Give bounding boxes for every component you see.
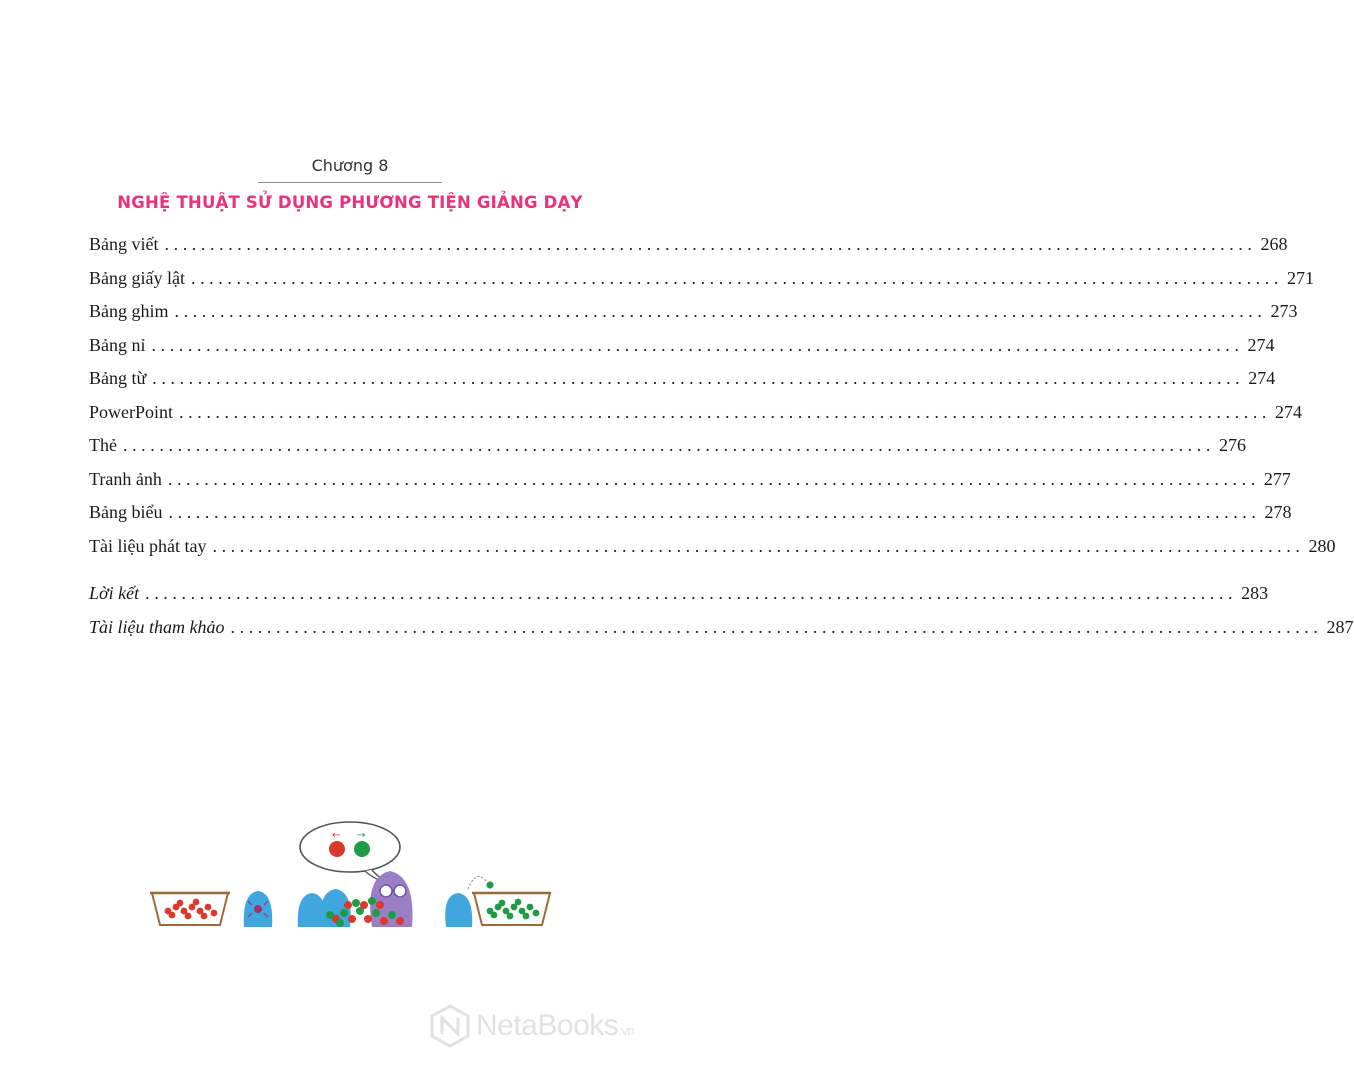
toc-entry-title: Bảng ghim	[89, 301, 169, 321]
toc-entry-title: Bảng viết	[89, 234, 159, 254]
toc-entry-page: 276	[1218, 435, 1246, 455]
blue-blob-small	[244, 891, 272, 927]
toc-entry-title: Lời kết	[89, 583, 140, 603]
toc-entry-title: PowerPoint	[89, 401, 174, 422]
netabooks-logo-icon	[430, 1004, 470, 1048]
dot-leader: ........................................................................................................................	[167, 468, 1260, 489]
toc-row[interactable]	[89, 468, 1291, 503]
dot-leader: ........................................................................................................................	[174, 301, 1267, 321]
toc-entry-title: Bảng từ	[89, 368, 147, 388]
dot-leader: ........................................................................................................................	[151, 334, 1244, 355]
toc-entry-title: Tài liệu phát tay	[89, 535, 207, 556]
toc-entry-page: 283	[1241, 583, 1269, 603]
toc-entry-page: 271	[1286, 267, 1314, 288]
toc-entry-page: 274	[1247, 334, 1275, 355]
thought-bubble	[300, 822, 400, 881]
dot-leader: ........................................................................................................................	[145, 583, 1238, 603]
toc-row[interactable]	[89, 267, 1314, 302]
toc-entry-title: Tranh ảnh	[89, 468, 162, 489]
toc-entry-page: 274	[1275, 401, 1303, 422]
toc-entry-title: Thẻ	[89, 435, 117, 455]
toc-row[interactable]	[89, 583, 1269, 617]
watermark-brand: NetaBooks.vn	[476, 1009, 635, 1042]
dot-leader: ........................................................................................................................	[179, 401, 1272, 422]
dot-leader: ........................................................................................................................	[152, 368, 1245, 388]
toc-entry-page: 287	[1326, 616, 1354, 637]
chapter-rule	[258, 182, 442, 183]
section-gap	[89, 569, 599, 583]
toc-entry-page: 274	[1248, 368, 1276, 388]
dot-leader: ........................................................................................................................	[230, 616, 1323, 637]
toc-entry-title: Bảng giấy lật	[89, 267, 185, 288]
toc-row[interactable]	[89, 234, 1288, 268]
right-basket	[472, 893, 550, 925]
toc-row[interactable]	[89, 535, 1336, 570]
toc-entry-title: Bảng biểu	[89, 502, 163, 522]
red-ball-icon	[329, 841, 345, 857]
left-basket	[150, 893, 230, 925]
toc-entry-page: 280	[1308, 535, 1336, 556]
toc-entry-page: 273	[1270, 301, 1298, 321]
green-ball-icon	[354, 841, 370, 857]
svg-text:←: ←	[332, 830, 341, 841]
toc-row[interactable]	[89, 502, 1292, 536]
toc-row[interactable]	[89, 401, 1303, 436]
dot-leader: ........................................................................................................................	[212, 535, 1305, 556]
toc-entry-title: Tài liệu tham khảo	[89, 616, 225, 637]
table-of-contents	[89, 234, 1354, 650]
toc-row[interactable]	[89, 334, 1275, 369]
toc-row[interactable]	[89, 368, 1276, 402]
svg-text:→: →	[357, 830, 366, 841]
toc-entry-page: 268	[1260, 234, 1288, 254]
toc-entry-page: 277	[1263, 468, 1291, 489]
dot-leader: ........................................................................................................................	[168, 502, 1261, 522]
toc-row[interactable]	[89, 616, 1354, 651]
toc-row[interactable]	[89, 301, 1298, 335]
sorting-balls-illustration	[150, 815, 550, 935]
dot-leader: ........................................................................................................................	[122, 435, 1215, 455]
chapter-label: Chương 8	[311, 156, 389, 175]
toc-row[interactable]	[89, 435, 1246, 469]
watermark	[430, 1004, 634, 1048]
dot-leader: ........................................................................................................................	[190, 267, 1283, 288]
toc-entry-page: 278	[1264, 502, 1292, 522]
chapter-title: NGHỆ THUẬT SỬ DỤNG PHƯƠNG TIỆN GIẢNG DẠY	[117, 193, 583, 212]
dot-leader: ........................................................................................................................	[164, 234, 1257, 254]
toc-entry-title: Bảng nỉ	[89, 334, 146, 355]
